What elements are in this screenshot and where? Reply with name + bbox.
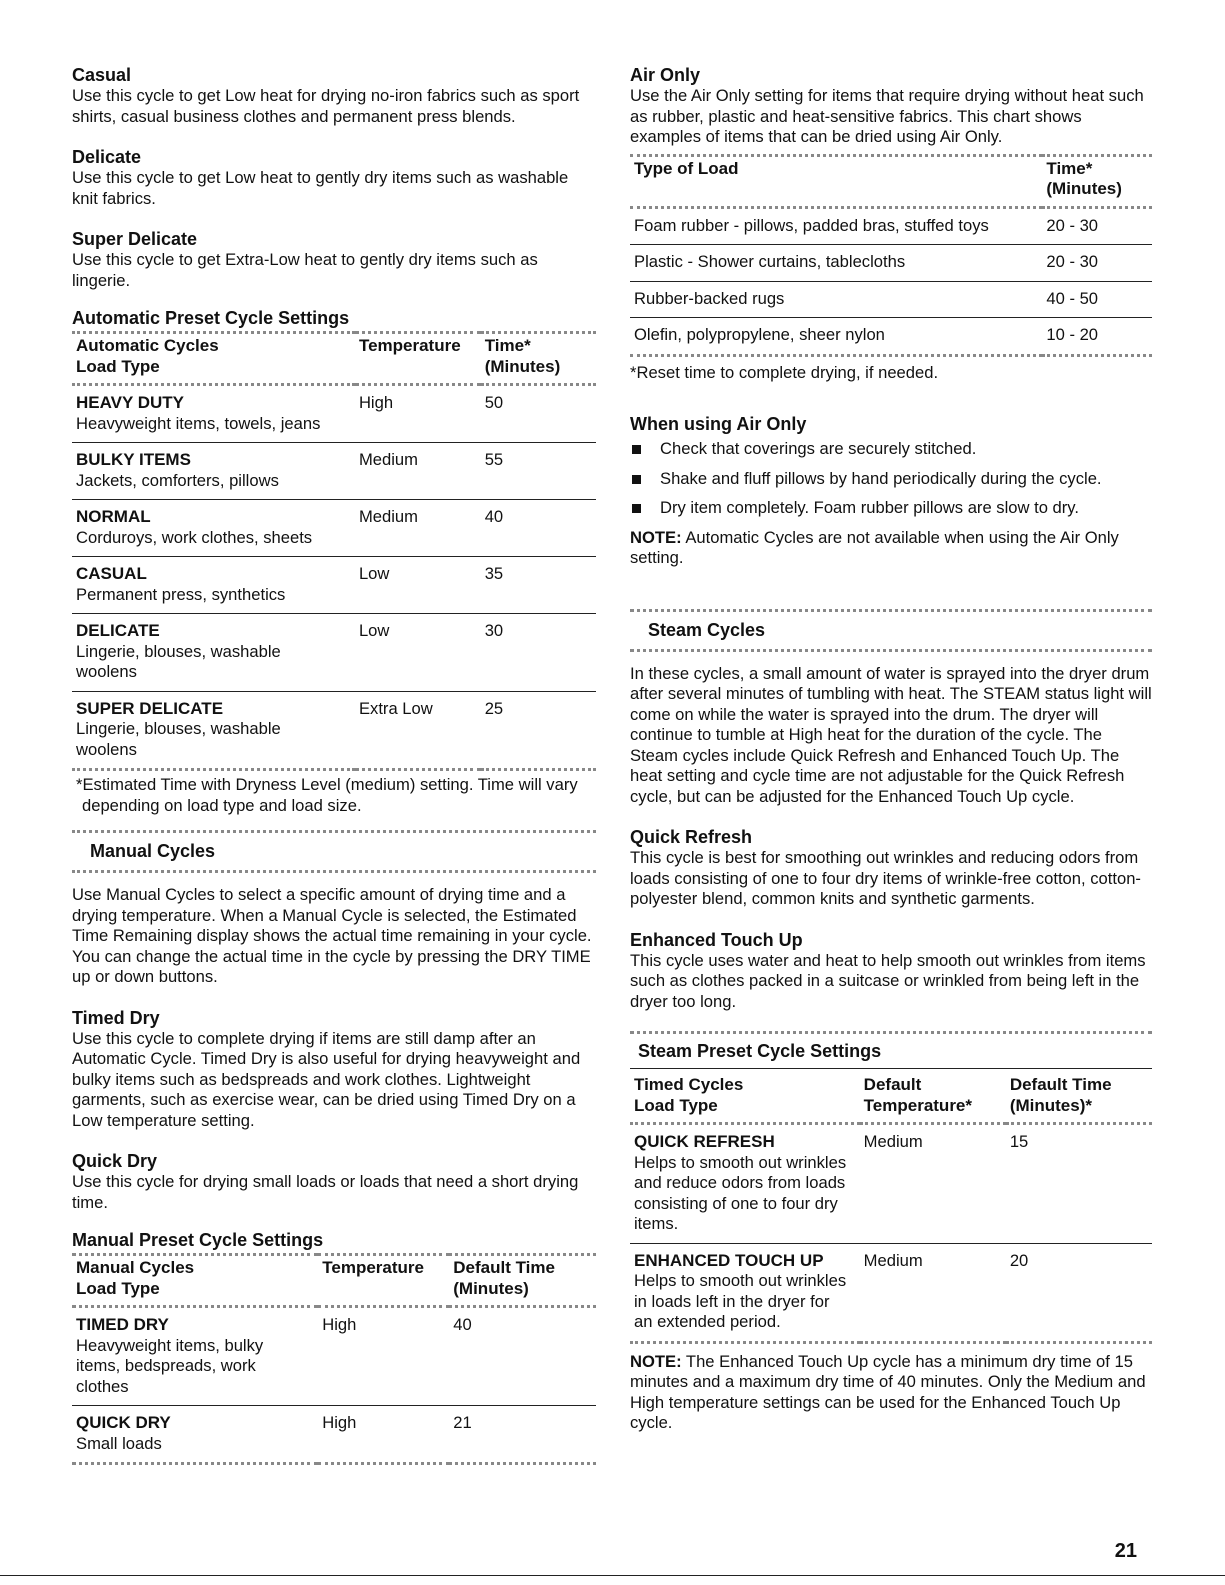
table-row	[72, 614, 596, 692]
super-delicate-heading: Super Delicate	[72, 229, 198, 249]
cycle-time: 35	[484, 564, 504, 583]
delicate-heading: Delicate	[72, 147, 142, 167]
cycle-name: BULKY ITEMS	[76, 450, 191, 469]
right-column	[630, 64, 1152, 1434]
cycle-temp: Extra Low	[358, 698, 433, 718]
air-only-section	[630, 64, 1152, 148]
page-number: 21	[1114, 1540, 1137, 1562]
cycle-desc: Lingerie, blouses, washable woolens	[76, 719, 281, 759]
air-only-heading: Air Only	[630, 65, 701, 85]
col-header-time	[481, 333, 596, 385]
automatic-preset-table	[72, 331, 596, 771]
page-bottom-rule	[0, 1575, 1225, 1576]
header-text: Load Type	[76, 1278, 160, 1298]
table-row	[72, 691, 596, 770]
casual-text: Use this cycle to get Low heat for drying no-iron fabrics such as sport shirts, casual business clothes and permanent press blends.	[72, 86, 580, 126]
manual-table-title: Manual Preset Cycle Settings	[72, 1230, 324, 1250]
header-text: Time*	[484, 336, 531, 355]
cycle-temp: Medium	[358, 450, 418, 469]
header-text: (Minutes)	[484, 356, 561, 376]
note-text: Automatic Cycles are not available when using the Air Only setting.	[630, 527, 1119, 567]
table-row	[630, 207, 1152, 245]
steam-preset-table	[630, 1073, 1152, 1344]
col-header-temp	[860, 1073, 1006, 1124]
left-column	[72, 64, 596, 1465]
casual-heading: Casual	[72, 65, 132, 85]
header-text: Temperature*	[863, 1095, 973, 1115]
bullet-text: Shake and fluff pillows by hand periodically during the cycle.	[660, 468, 1102, 488]
cycle-temp: Low	[358, 564, 390, 583]
header-text: Time*	[1046, 158, 1093, 178]
auto-table-title: Automatic Preset Cycle Settings	[72, 308, 350, 328]
col-header-time	[1042, 155, 1152, 207]
quick-refresh-heading: Quick Refresh	[630, 827, 753, 847]
cycle-desc: Heavyweight items, towels, jeans	[76, 413, 321, 433]
load-type: Plastic - Shower curtains, tablecloths	[634, 252, 906, 271]
col-header-cycle	[72, 333, 355, 385]
cycle-name: TIMED DRY	[76, 1315, 169, 1334]
load-type: Olefin, polypropylene, sheer nylon	[634, 325, 885, 344]
table-row	[630, 245, 1152, 282]
cycle-desc: Permanent press, synthetics	[76, 584, 286, 604]
header-text: Manual Cycles	[76, 1258, 195, 1277]
cycle-desc: Helps to smooth out wrinkles and reduce odors from loads consisting of one to four dry items.	[634, 1152, 847, 1233]
load-time: 10 - 20	[1046, 325, 1099, 344]
cycle-temp: High	[358, 393, 394, 412]
cycle-name: QUICK DRY	[76, 1413, 171, 1432]
steam-cycles-text: In these cycles, a small amount of water is sprayed into the dryer drum after several minutes of tumbling with heat. The STEAM status light will come on while the water is sprayed into the drum. The dryer will continue to tumble at High heat for the duration of the cycle. The Steam cycles include Quick Refresh and Enhanced Touch Up. The heat setting and cycle time are not adjustable for the Quick Refresh cycle, but can be adjusted for the Enhanced Touch Up cycle.	[630, 663, 1152, 806]
manual-preset-table	[72, 1253, 596, 1465]
enhanced-touch-up-note	[630, 1352, 1152, 1434]
cycle-desc: Corduroys, work clothes, sheets	[76, 527, 313, 547]
header-text: Load Type	[634, 1095, 718, 1115]
timed-dry-section	[72, 1007, 596, 1132]
when-air-only-section	[630, 413, 1152, 569]
col-header-cycle	[72, 1255, 318, 1307]
cycle-temp: Medium	[358, 507, 418, 526]
cycle-name: QUICK REFRESH	[634, 1132, 775, 1151]
auto-table-footnote: *Estimated Time with Dryness Level (medium) setting. Time will vary depending on load type and load size.	[76, 775, 578, 815]
cycle-desc: Jackets, comforters, pillows	[76, 470, 279, 490]
enhanced-touch-up-text: This cycle uses water and heat to help smooth out wrinkles from items such as clothes packed in a suitcase or wrinkled from being left in the dryer too long.	[630, 950, 1146, 1011]
table-header-row	[630, 1073, 1152, 1124]
cycle-temp: Medium	[863, 1250, 923, 1270]
load-time: 20 - 30	[1046, 215, 1099, 235]
manual-cycles-text: Use Manual Cycles to select a specific amount of drying time and a drying temperature. When a Manual Cycle is selected, the Estimated Time Remaining display shows the actual time remaining in your cycle. You can change the actual time in the cycle by pressing the DRY TIME up or down buttons.	[72, 885, 592, 986]
cycle-time: 50	[484, 393, 504, 412]
manual-cycles-banner: Manual Cycles	[72, 830, 596, 873]
col-header-time	[449, 1255, 596, 1307]
steam-table-title: Steam Preset Cycle Settings	[630, 1034, 1152, 1069]
load-type: Rubber-backed rugs	[634, 288, 785, 308]
air-only-table	[630, 154, 1152, 357]
cycle-time: 55	[484, 450, 504, 469]
cycle-desc: Helps to smooth out wrinkles in loads left in the dryer for an extended period.	[634, 1271, 847, 1331]
casual-section	[72, 64, 596, 127]
list-item	[630, 469, 1152, 490]
table-header-row	[72, 1255, 596, 1307]
note-text: The Enhanced Touch Up cycle has a minimum dry time of 15 minutes and a maximum dry time of 40 minutes. Only the Medium and High temperature settings can be used for the Enhanced Touch Up cycle.	[630, 1351, 1146, 1432]
steam-cycles-section	[630, 664, 1152, 808]
header-text: (Minutes)*	[1009, 1095, 1092, 1115]
header-text: Automatic Cycles	[76, 336, 219, 355]
cycle-desc: Heavyweight items, bulky items, bedspreads, work clothes	[76, 1335, 264, 1396]
header-text: (Minutes)	[453, 1278, 529, 1298]
table-header-row	[630, 155, 1152, 207]
note-label: NOTE:	[630, 1351, 682, 1371]
quick-refresh-text: This cycle is best for smoothing out wrinkles and reducing odors from loads consisting of one to four dry items of wrinkle-free cotton, cotton-polyester blend, common knits and synthetic garments.	[630, 848, 1141, 908]
air-table-footnote: *Reset time to complete drying, if needed.	[630, 362, 939, 382]
table-row	[72, 1307, 596, 1406]
cycle-temp: Medium	[863, 1132, 923, 1151]
super-delicate-section	[72, 228, 596, 291]
enhanced-touch-up-section	[630, 929, 1152, 1013]
delicate-text: Use this cycle to get Low heat to gently dry items such as washable knit fabrics.	[72, 168, 569, 208]
col-header-time	[1006, 1073, 1152, 1124]
table-row	[72, 557, 596, 614]
table-row	[72, 443, 596, 500]
cycle-time: 40	[453, 1315, 472, 1334]
timed-dry-heading: Timed Dry	[72, 1007, 160, 1028]
col-header-temp: Temperature	[322, 1258, 424, 1277]
cycle-name: HEAVY DUTY	[76, 393, 185, 412]
table-row	[630, 1124, 1152, 1244]
cycle-name: DELICATE	[76, 621, 160, 640]
table-row	[630, 1243, 1152, 1342]
cycle-time: 40	[484, 507, 504, 526]
list-item	[630, 439, 1152, 460]
load-type: Foam rubber - pillows, padded bras, stuffed toys	[634, 215, 989, 235]
cycle-desc: Lingerie, blouses, washable woolens	[76, 641, 281, 681]
table-row	[72, 500, 596, 557]
when-air-only-heading: When using Air Only	[630, 414, 807, 434]
timed-dry-text: Use this cycle to complete drying if items are still damp after an Automatic Cycle. Timed Dry is also useful for drying heavyweight and bulky items such as bedspreads and work clothes. Lightweight garments, such as exercise wear, can be dried using Timed Dry on a Low temperature setting.	[72, 1028, 581, 1130]
cycle-temp: High	[322, 1315, 357, 1334]
bullet-text: Check that coverings are securely stitched.	[660, 439, 977, 458]
cycle-temp: Low	[358, 621, 390, 640]
header-text: Default Time	[453, 1258, 555, 1277]
quick-dry-section	[72, 1150, 596, 1213]
bullet-square-icon	[632, 445, 641, 454]
delicate-section	[72, 146, 596, 209]
cycle-time: 21	[453, 1413, 472, 1432]
quick-dry-heading: Quick Dry	[72, 1151, 158, 1171]
col-header-load: Type of Load	[634, 158, 739, 178]
table-row	[630, 318, 1152, 356]
table-row	[72, 1406, 596, 1464]
cycle-desc: Small loads	[76, 1433, 162, 1453]
table-row	[72, 385, 596, 443]
cycle-time: 20	[1009, 1250, 1029, 1270]
bullet-square-icon	[632, 475, 641, 484]
enhanced-touch-up-heading: Enhanced Touch Up	[630, 929, 803, 950]
header-text: Default	[863, 1075, 922, 1094]
cycle-name: ENHANCED TOUCH UP	[634, 1250, 824, 1270]
bullet-text: Dry item completely. Foam rubber pillows are slow to dry.	[660, 498, 1079, 517]
cycle-name: SUPER DELICATE	[76, 698, 224, 718]
col-header-temp: Temperature	[358, 336, 461, 355]
super-delicate-text: Use this cycle to get Extra-Low heat to gently dry items such as lingerie.	[72, 250, 538, 290]
air-only-bullet-list	[630, 439, 1152, 519]
bullet-square-icon	[632, 504, 641, 513]
cycle-time: 30	[484, 621, 504, 640]
air-only-note	[630, 528, 1152, 569]
list-item	[630, 498, 1152, 519]
header-text: Load Type	[76, 356, 160, 376]
manual-cycles-section	[72, 885, 596, 988]
note-label: NOTE:	[630, 527, 682, 547]
cycle-time: 15	[1009, 1132, 1029, 1151]
table-row	[630, 281, 1152, 318]
header-text: Default Time	[1009, 1075, 1112, 1094]
load-time: 40 - 50	[1046, 288, 1099, 308]
cycle-name: NORMAL	[76, 507, 151, 526]
header-text: Timed Cycles	[634, 1075, 744, 1094]
cycle-time: 25	[484, 698, 504, 718]
header-text: (Minutes)	[1046, 179, 1122, 198]
cycle-temp: High	[322, 1413, 357, 1432]
table-header-row	[72, 333, 596, 385]
load-time: 20 - 30	[1046, 252, 1099, 271]
quick-dry-text: Use this cycle for drying small loads or loads that need a short drying time.	[72, 1172, 579, 1212]
cycle-name: CASUAL	[76, 564, 147, 583]
col-header-cycle	[630, 1073, 860, 1124]
air-only-text: Use the Air Only setting for items that require drying without heat such as rubber, plastic and heat-sensitive fabrics. This chart shows examples of items that can be dried using Air Only.	[630, 86, 1144, 146]
steam-cycles-banner: Steam Cycles	[630, 609, 1152, 652]
quick-refresh-section	[630, 826, 1152, 910]
